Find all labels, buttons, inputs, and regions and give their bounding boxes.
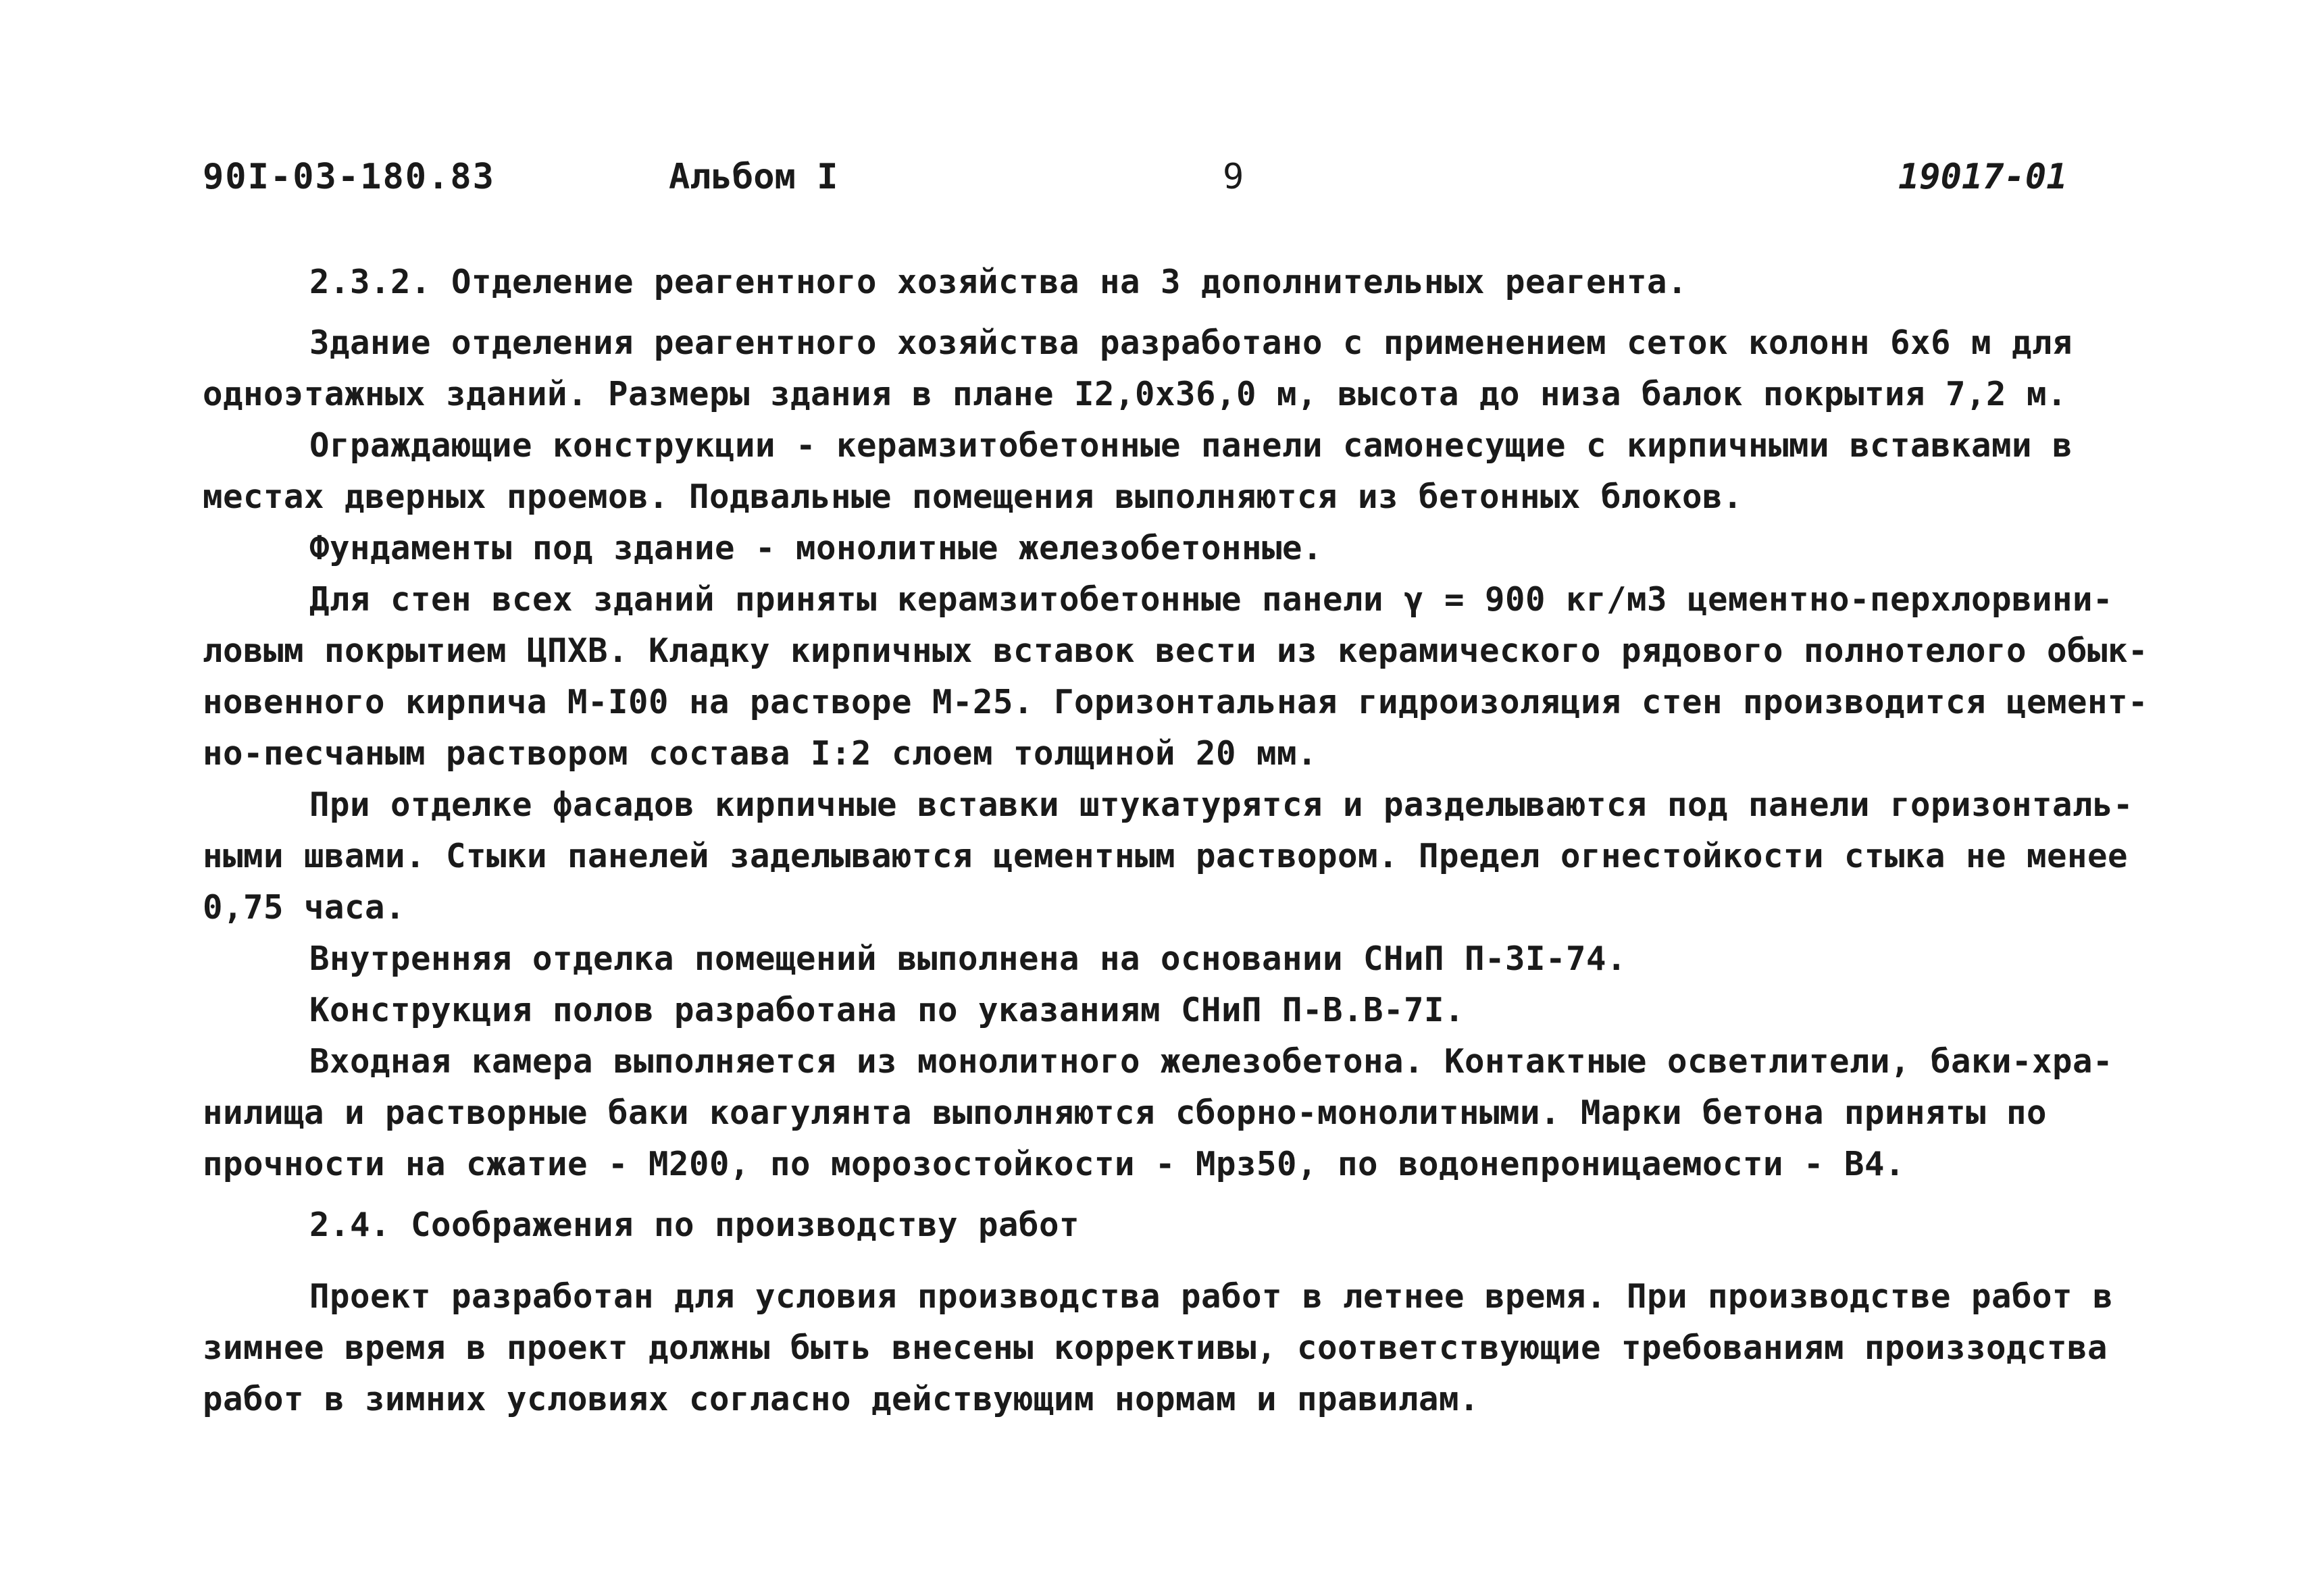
document-code: 90I-03-180.83 <box>203 157 495 197</box>
paragraph-line: прочности на сжатие - М200, по морозостойкости - Мрз50, по водонепроницаемости - В4. <box>203 1145 1906 1183</box>
paragraph-line: работ в зимних условиях согласно действующим нормам и правилам. <box>203 1380 1480 1418</box>
paragraph-line: Входная камера выполняется из монолитного железобетона. Контактные осветлители, баки-хра- <box>309 1042 2114 1081</box>
paragraph-line: Ограждающие конструкции - керамзитобетонные панели самонесущие с кирпичными вставками в <box>309 426 2073 465</box>
paragraph-line: новенного кирпича М-I00 на растворе М-25. Горизонтальная гидроизоляция стен производится цемент- <box>203 683 2149 721</box>
paragraph-line: При отделке фасадов кирпичные вставки штукатурятся и разделываются под панели горизонталь- <box>309 786 2134 824</box>
paragraph-line: 0,75 часа. <box>203 888 406 927</box>
paragraph-line: но-песчаным раствором состава I:2 слоем толщиной 20 мм. <box>203 734 1318 773</box>
paragraph-line: Внутренняя отделка помещений выполнена на основании СНиП П-3I-74. <box>309 939 1627 978</box>
paragraph-line: зимнее время в проект должны быть внесены коррективы, соответствующие требованиям произзодства <box>203 1329 2108 1367</box>
section-heading: 2.4. Соображения по производству работ <box>309 1206 1080 1244</box>
page-number: 9 <box>1223 157 1244 197</box>
paragraph-line: нилища и растворные баки коагулянта выполняются сборно-монолитными. Марки бетона приняты по <box>203 1093 2048 1132</box>
paragraph-line: Фундаменты под здание - монолитные железобетонные. <box>309 529 1323 567</box>
document-body <box>203 257 2216 1425</box>
paragraph-line: местах дверных проемов. Подвальные помещения выполняются из бетонных блоков. <box>203 478 1744 516</box>
album-label: Альбом I <box>669 157 838 197</box>
paragraph-line: Проект разработан для условия производства работ в летнее время. При производстве работ в <box>309 1277 2114 1316</box>
paragraph-line: ными швами. Стыки панелей заделываются цементным раствором. Предел огнестойкости стыка не менее <box>203 837 2129 875</box>
page-header <box>203 157 2094 217</box>
paragraph-line: ловым покрытием ЦПХВ. Кладку кирпичных вставок вести из керамического рядового полнотелого обык- <box>203 632 2149 670</box>
section-heading: 2.3.2. Отделение реагентного хозяйства на 3 дополнительных реагента. <box>309 263 1688 301</box>
paragraph-line: Для стен всех зданий приняты керамзитобетонные панели γ = 900 кг/м3 цементно-перхлорвини- <box>309 580 2114 619</box>
paragraph-line: одноэтажных зданий. Размеры здания в плане I2,0х36,0 м, высота до низа балок покрытия 7,2 м. <box>203 375 2068 413</box>
paragraph-line: Конструкция полов разработана по указаниям СНиП П-В.В-7I. <box>309 991 1465 1029</box>
paragraph-line: Здание отделения реагентного хозяйства разработано с применением сеток колонн 6х6 м для <box>309 324 2073 362</box>
sheet-code: 19017-01 <box>1898 157 2068 197</box>
